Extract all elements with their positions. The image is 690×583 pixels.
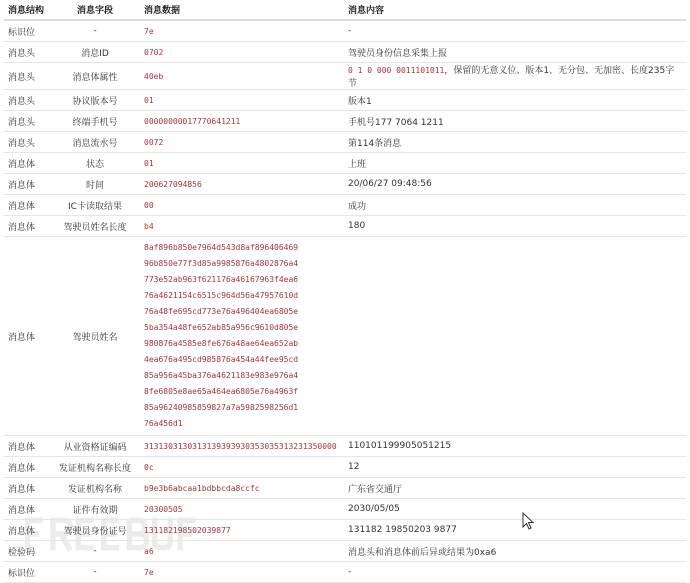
content-text: 驾驶员身份信息采集上报 xyxy=(348,48,448,59)
cell-field: 消息流水号 xyxy=(50,132,140,153)
cell-content xyxy=(344,541,686,562)
cell-field: 消息ID xyxy=(50,42,140,63)
cell-structure: 消息体 xyxy=(4,478,50,499)
table-row xyxy=(4,174,686,195)
cell-data: 7e xyxy=(140,562,344,583)
content-text: 110101199905051215 xyxy=(348,441,452,451)
data-line: 76a4621154c6515c964d56a47957610d xyxy=(144,291,299,300)
table-row xyxy=(4,478,686,499)
cell-content xyxy=(344,195,686,216)
table-row xyxy=(4,153,686,174)
table-row xyxy=(4,541,686,562)
table-row xyxy=(4,195,686,216)
cell-field: 时间 xyxy=(50,174,140,195)
data-line: 76a48fe695cd773e76a496404ea6805e xyxy=(144,307,299,316)
cell-data: a6 xyxy=(140,541,344,562)
cell-structure: 检验码 xyxy=(4,541,50,562)
cell-structure: 消息头 xyxy=(4,42,50,63)
table-row xyxy=(4,562,686,583)
cell-field: 发证机构名称 xyxy=(50,478,140,499)
content-text: 第114条消息 xyxy=(348,138,402,149)
cell-structure: 消息体 xyxy=(4,153,50,174)
cell-data: 00 xyxy=(140,195,344,216)
cell-content xyxy=(344,478,686,499)
table-row xyxy=(4,111,686,132)
data-line: 980876a4585e8fe676a48ae64ea652ab xyxy=(144,339,299,348)
table-row xyxy=(4,520,686,541)
cell-structure: 消息体 xyxy=(4,174,50,195)
cell-data: 01 xyxy=(140,153,344,174)
cell-structure: 消息体 xyxy=(4,237,50,436)
cell-data: 20300505 xyxy=(140,499,344,520)
cell-data: 3131303130313139393930353035313231350000 xyxy=(140,436,344,457)
cell-field: - xyxy=(50,562,140,583)
cell-content xyxy=(344,42,686,63)
cell-structure: 消息体 xyxy=(4,457,50,478)
cell-structure: 消息体 xyxy=(4,216,50,237)
cell-field: 驾驶员身份证号 xyxy=(50,520,140,541)
cell-structure: 消息头 xyxy=(4,132,50,153)
content-text: 广东省交通厅 xyxy=(348,484,403,495)
cell-data: 131182198502039877 xyxy=(140,520,344,541)
header-content: 消息内容 xyxy=(344,0,686,20)
cell-content xyxy=(344,111,686,132)
header-field: 消息字段 xyxy=(50,0,140,20)
cell-data: 0c xyxy=(140,457,344,478)
cell-structure: 消息体 xyxy=(4,499,50,520)
message-structure-table xyxy=(4,0,686,583)
content-text: 131182 19850203 9877 xyxy=(348,525,457,535)
header-structure: 消息结构 xyxy=(4,0,50,20)
data-line: 85a956a45ba376a4621183e983e976a4 xyxy=(144,371,299,380)
cell-field: 从业资格证编码 xyxy=(50,436,140,457)
table-row xyxy=(4,90,686,111)
cell-data: 0702 xyxy=(140,42,344,63)
table-header xyxy=(4,0,686,20)
cell-content xyxy=(344,153,686,174)
cell-content xyxy=(344,436,686,457)
cell-content xyxy=(344,499,686,520)
mouse-cursor-icon xyxy=(522,512,534,530)
cell-field: 证件有效期 xyxy=(50,499,140,520)
cell-structure: 消息头 xyxy=(4,63,50,90)
content-text: - xyxy=(348,567,352,577)
data-line: 85a96240985859827a7a5982598256d1 xyxy=(144,403,299,412)
cell-content xyxy=(344,90,686,111)
table-row xyxy=(4,132,686,153)
content-text: 成功 xyxy=(348,201,367,212)
cell-structure: 消息头 xyxy=(4,111,50,132)
data-line: 96b850e77f3d85a9985876a4802876a4 xyxy=(144,259,299,268)
cell-content xyxy=(344,457,686,478)
content-text: 消息头和消息体前后异或结果为0xa6 xyxy=(348,547,497,558)
cell-content xyxy=(344,520,686,541)
cell-data: 0072 xyxy=(140,132,344,153)
data-line: 76a456d1 xyxy=(144,419,183,428)
cell-data: 200627094856 xyxy=(140,174,344,195)
content-text: 手机号177 7064 1211 xyxy=(348,117,444,128)
content-text: 上班 xyxy=(348,159,367,170)
content-text: 20/06/27 09:48:56 xyxy=(348,179,432,189)
cell-data xyxy=(140,237,344,436)
cell-structure: 消息体 xyxy=(4,436,50,457)
content-text: 2030/05/05 xyxy=(348,504,400,514)
content-text: ，保留的无意义位、版本1、无分包、无加密、长度235字节 xyxy=(348,66,675,89)
table-row xyxy=(4,216,686,237)
content-text: 12 xyxy=(348,462,360,472)
cell-field: 消息体属性 xyxy=(50,63,140,90)
cell-structure: 消息体 xyxy=(4,520,50,541)
table-row xyxy=(4,20,686,42)
data-line: 8fe6805e8ae65a464ea6805e76a4963f xyxy=(144,387,299,396)
table-row-driver-name xyxy=(4,237,686,436)
data-line: 5ba354a48fe652ab85a956c9610d805e xyxy=(144,323,299,332)
table-row xyxy=(4,457,686,478)
cell-field: 发证机构名称长度 xyxy=(50,457,140,478)
cell-data: 7e xyxy=(140,20,344,42)
table-row xyxy=(4,42,686,63)
cell-content xyxy=(344,216,686,237)
data-line: 4ea676a495cd985876a454a44fee95cd xyxy=(144,355,299,364)
cell-structure: 消息头 xyxy=(4,90,50,111)
cell-content xyxy=(344,237,686,436)
cell-field: 协议版本号 xyxy=(50,90,140,111)
cell-data: b9e3b6abcaa1bdbbcda8ccfc xyxy=(140,478,344,499)
cell-data: 40eb xyxy=(140,63,344,90)
table-row xyxy=(4,499,686,520)
content-text: 180 xyxy=(348,221,366,231)
content-text: 版本1 xyxy=(348,96,372,107)
content-text: - xyxy=(348,26,352,36)
cell-structure: 标识位 xyxy=(4,20,50,42)
cell-data: 00000000017770641211 xyxy=(140,111,344,132)
cell-content xyxy=(344,20,686,42)
cell-field: - xyxy=(50,20,140,42)
content-code: 0 1 0 000 0011101011 xyxy=(348,66,445,75)
cell-content xyxy=(344,174,686,195)
cell-field: 驾驶员姓名 xyxy=(50,237,140,436)
header-data: 消息数据 xyxy=(140,0,344,20)
cell-field: IC卡读取结果 xyxy=(50,195,140,216)
data-line: 773e52ab963f621176a46167963f4ea6 xyxy=(144,275,299,284)
table-row xyxy=(4,63,686,90)
cell-data: b4 xyxy=(140,216,344,237)
cell-field: - xyxy=(50,541,140,562)
cell-content xyxy=(344,132,686,153)
cell-structure: 标识位 xyxy=(4,562,50,583)
data-line: 8af896b850e7964d543d8af896406469 xyxy=(144,243,299,252)
cell-field: 终端手机号 xyxy=(50,111,140,132)
cell-data: 01 xyxy=(140,90,344,111)
cell-structure: 消息体 xyxy=(4,195,50,216)
cell-field: 驾驶员姓名长度 xyxy=(50,216,140,237)
table-row xyxy=(4,436,686,457)
cell-field: 状态 xyxy=(50,153,140,174)
cell-content xyxy=(344,562,686,583)
cell-content xyxy=(344,63,686,90)
